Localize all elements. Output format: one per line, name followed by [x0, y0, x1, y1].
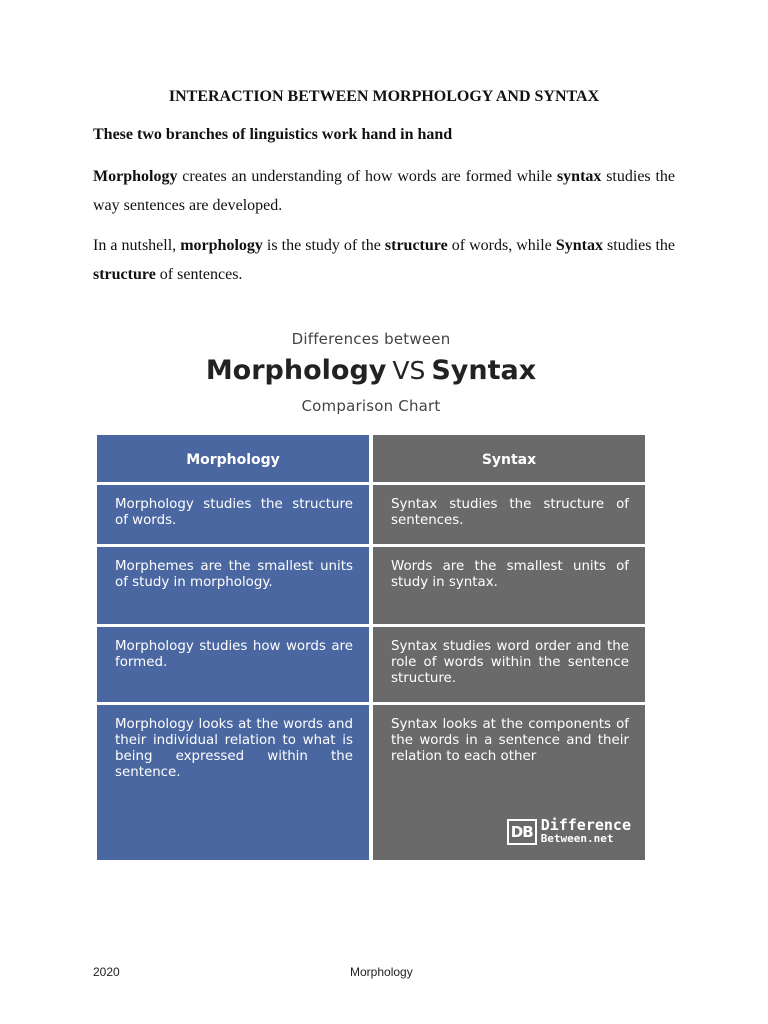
- logo-mark: DB: [507, 819, 537, 845]
- paragraph-text: of sentences.: [155, 266, 243, 283]
- bold-term: morphology: [180, 237, 263, 254]
- footer-title: Morphology: [350, 965, 413, 979]
- figure-main-title: [97, 355, 645, 386]
- paragraph-text: creates an understanding of how words are formed while: [177, 168, 557, 185]
- bold-term: Morphology: [93, 168, 178, 185]
- paragraph-text: of words, while: [447, 237, 556, 254]
- comparison-figure: [97, 325, 645, 863]
- logo-text: [541, 818, 631, 846]
- paragraph-text: studies the way sentences are developed.: [93, 168, 675, 214]
- bold-term: Syntax: [555, 237, 603, 254]
- comparison-table: [97, 435, 645, 860]
- footer-year: 2020: [93, 965, 120, 979]
- table-cell-morphology: Morphology looks at the words and their individual relation to what is being expressed within the sentence.: [97, 705, 369, 860]
- bold-term: structure: [93, 266, 156, 283]
- table-cell-syntax-last: [373, 705, 645, 860]
- table-cell-syntax: Words are the smallest units of study in syntax.: [373, 547, 645, 627]
- document-title: INTERACTION BETWEEN MORPHOLOGY AND SYNTAX: [168, 88, 600, 105]
- table-cell-morphology: Morphemes are the smallest units of study in morphology.: [97, 547, 369, 627]
- figure-title-vs: VS: [392, 356, 426, 385]
- subheading: These two branches of linguistics work hand in hand: [93, 126, 453, 143]
- paragraph-text: In a nutshell,: [93, 237, 181, 254]
- paragraph-text: studies the: [602, 237, 676, 254]
- bold-term: structure: [384, 237, 448, 254]
- table-header-syntax: Syntax: [373, 435, 645, 485]
- table-cell-morphology: Morphology studies how words are formed.: [97, 627, 369, 705]
- figure-title-left: Morphology: [205, 355, 387, 386]
- table-cell-syntax: Syntax studies word order and the role of words within the sentence structure.: [373, 627, 645, 705]
- figure-sub-title: Comparison Chart: [301, 397, 441, 415]
- figure-pre-title: Differences between: [291, 330, 451, 348]
- difference-between-logo: [507, 818, 631, 846]
- logo-line2: Between.net: [540, 832, 614, 845]
- table-cell-syntax: Syntax looks at the components of the words in a sentence and their relation to each other: [391, 717, 629, 764]
- table-cell-syntax: Syntax studies the structure of sentences.: [373, 485, 645, 547]
- paragraph-definition: [93, 162, 675, 220]
- paragraph-nutshell: [93, 231, 675, 289]
- table-header-morphology: Morphology: [97, 435, 369, 485]
- figure-title-right: Syntax: [431, 355, 537, 386]
- paragraph-text: is the study of the: [262, 237, 385, 254]
- bold-term: syntax: [556, 168, 602, 185]
- logo-line1: Difference: [540, 816, 631, 834]
- table-cell-morphology: Morphology studies the structure of words.: [97, 485, 369, 547]
